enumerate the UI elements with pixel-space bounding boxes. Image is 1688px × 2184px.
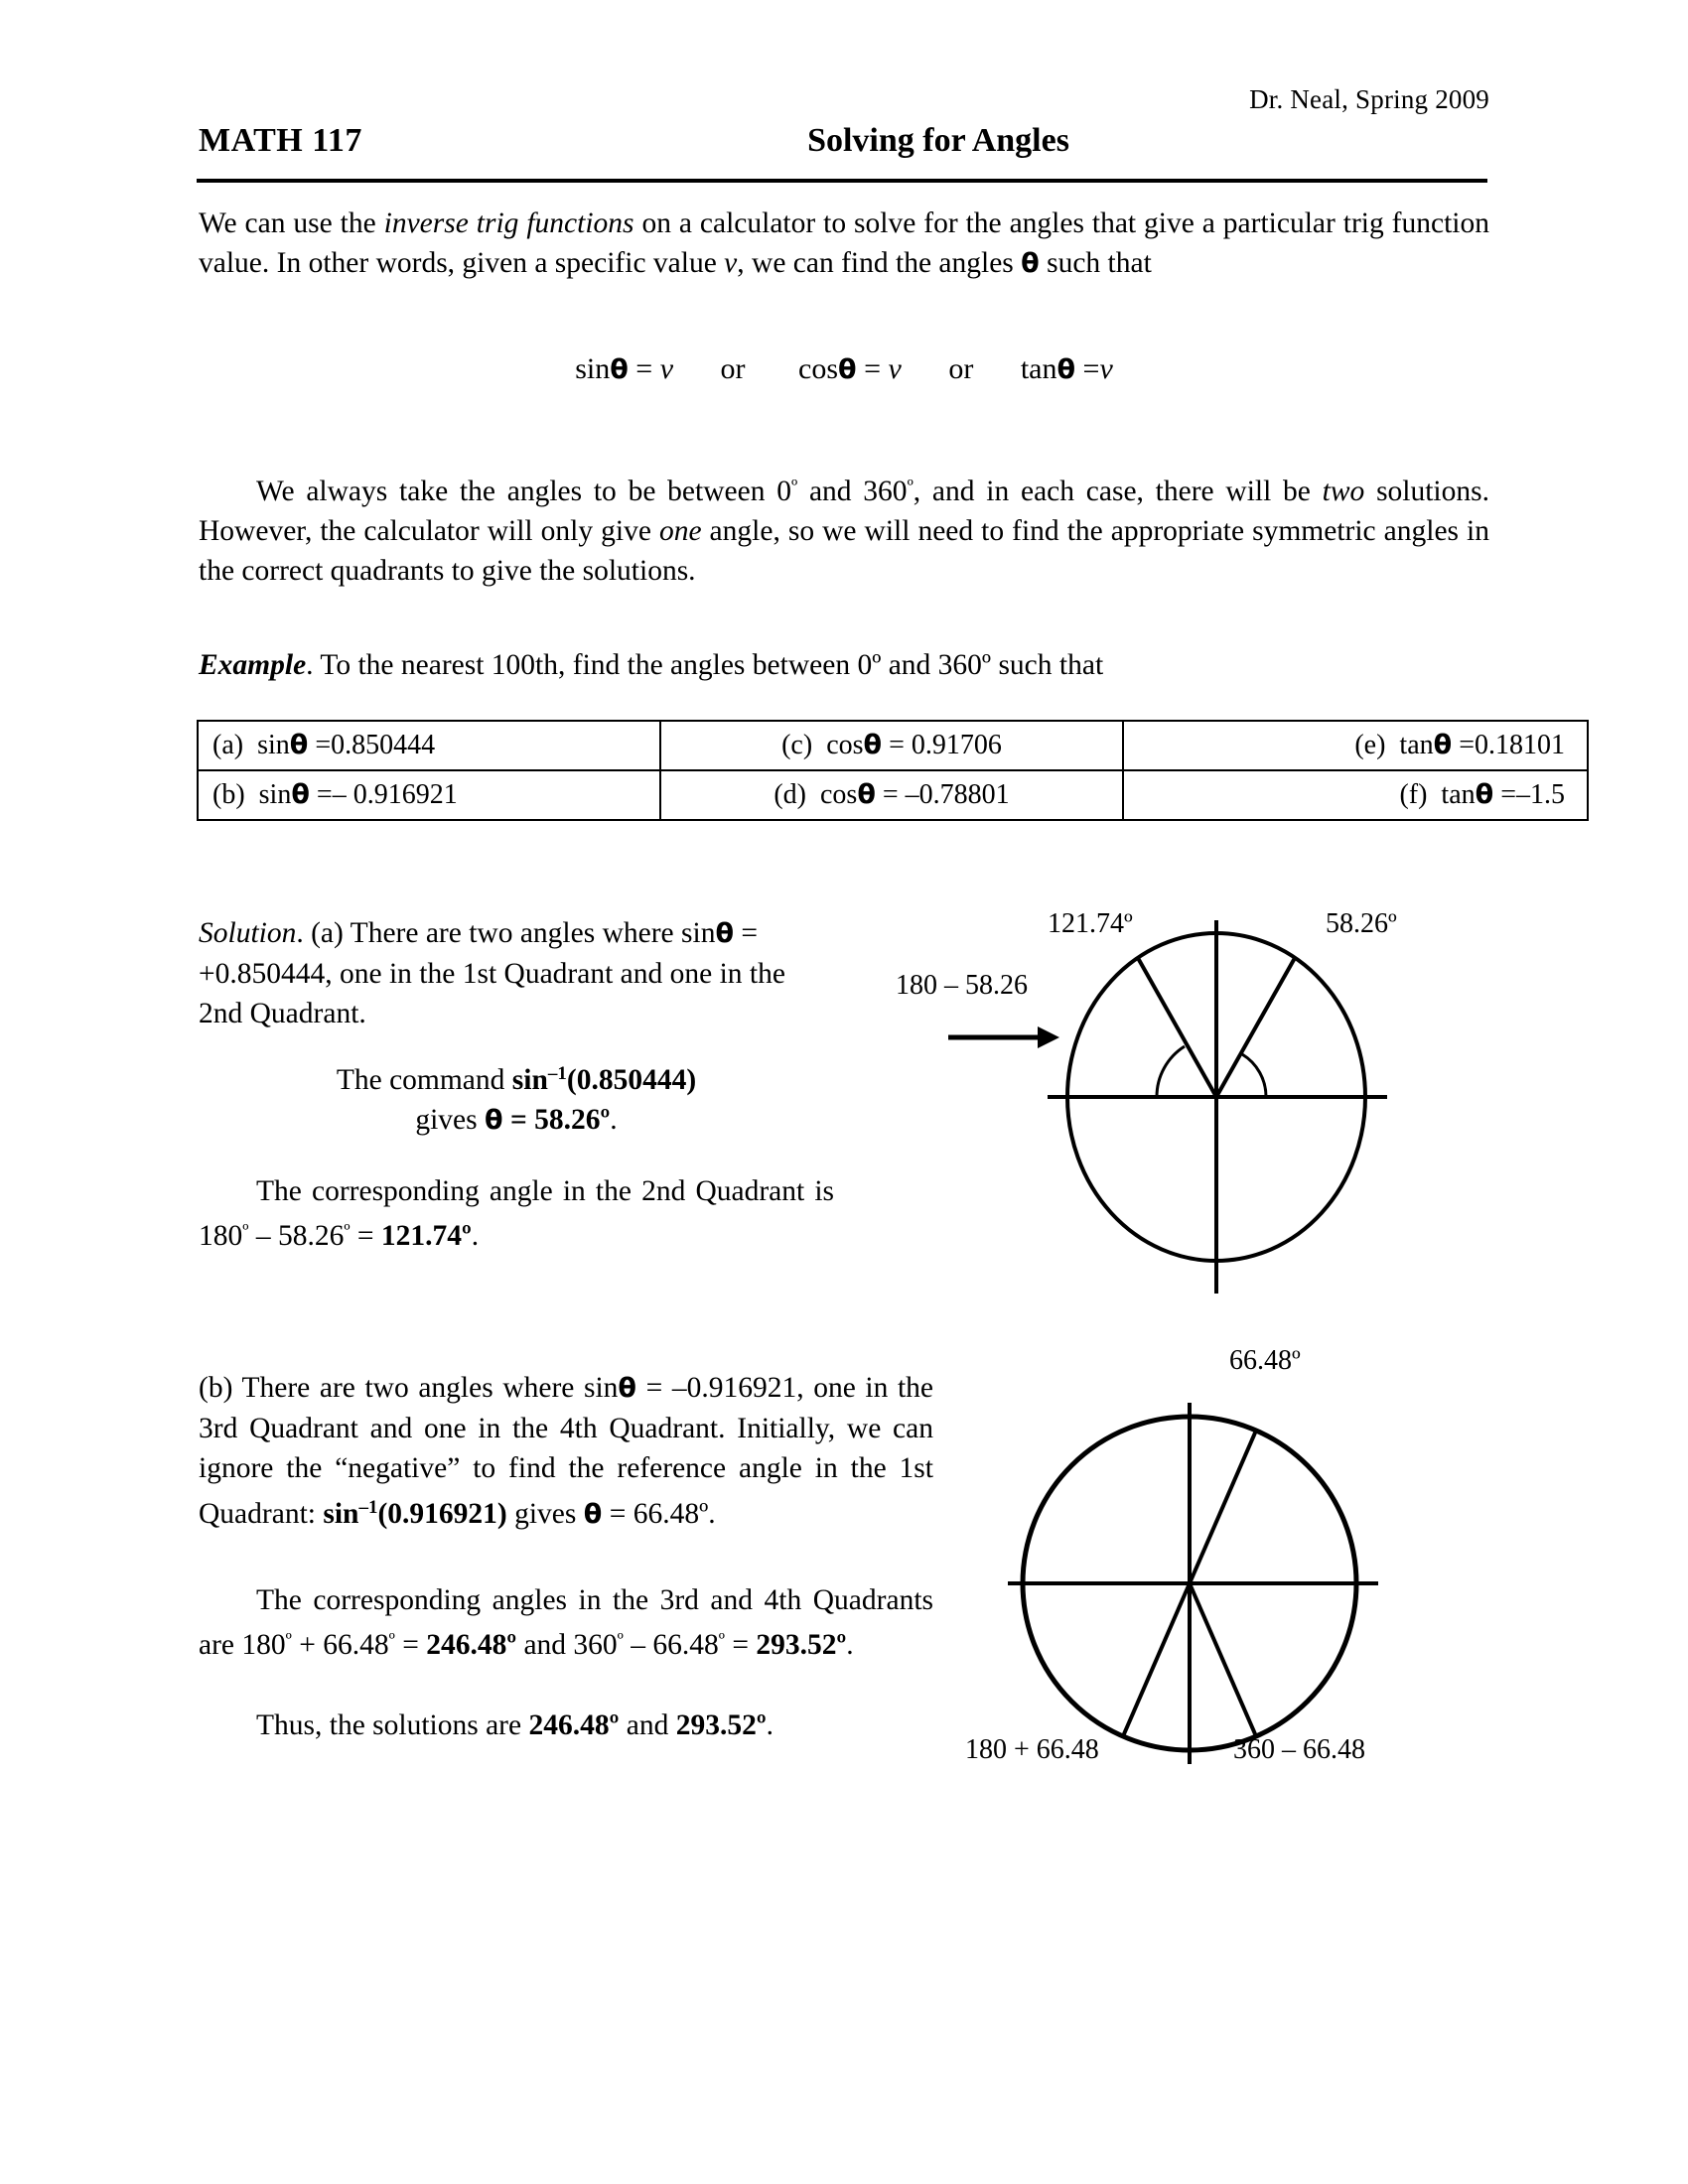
sin-inverse-label: sin [323, 1498, 359, 1530]
degree-symbol: º [907, 476, 914, 497]
solution-a-p2-c: = [350, 1220, 381, 1252]
value-v: v [1099, 352, 1113, 385]
cos-label: cos [798, 352, 839, 385]
theta-symbol: θ [1433, 730, 1453, 760]
theta-symbol: θ [1021, 248, 1040, 279]
range-text-b: and 360 [797, 476, 908, 507]
sin-inverse-label: sin [511, 1064, 548, 1096]
solution-b-p2-d: and 360 [516, 1629, 618, 1661]
problem-e-fn: tan [1399, 730, 1434, 760]
terminal-ray-293 [1190, 1583, 1256, 1736]
command-argument: (0.850444) [566, 1064, 697, 1096]
solution-b-paragraph-2 [199, 1580, 933, 1665]
solution-a-text-b: = +0.850444, one in the 1st Quadrant and one in the 2nd Quadrant. [199, 917, 785, 1029]
range-text-e: angle, so we will need to find the appropriate symmetric angles in the correct quadrants to give the solutions. [199, 515, 1489, 587]
table-row [198, 721, 1588, 770]
label-180-plus-66: 180 + 66.48 [965, 1734, 1099, 1765]
equals-sign: = [1082, 352, 1100, 385]
conclusion-answer-2: 293.52º [675, 1709, 767, 1741]
problem-b-tag: (b) [212, 779, 245, 810]
solution-a-command-block [199, 1054, 834, 1141]
period: . [471, 1220, 480, 1252]
period: . [846, 1629, 854, 1661]
problem-e-cell [1123, 721, 1588, 770]
intro-italic-term: inverse trig functions [383, 207, 634, 239]
degree-symbol: º [242, 1220, 249, 1242]
problems-table [197, 720, 1589, 821]
problem-d-tag: (d) [774, 779, 806, 810]
value-v: v [659, 352, 674, 385]
problem-f-cell [1123, 770, 1588, 820]
example-text: . To the nearest 100th, find the angles between 0º and 360º such that [306, 649, 1104, 681]
range-paragraph [199, 467, 1489, 591]
unit-circle-svg-a [839, 898, 1494, 1315]
period: . [610, 1104, 618, 1136]
solution-b-answer-2: 293.52º [756, 1629, 847, 1661]
solution-a-p2-b: – 58.26 [248, 1220, 345, 1252]
intro-text-b: on a calculator to solve for the angles that give a particular trig function value. In other words, given a specific value [199, 207, 1489, 279]
header-rule [197, 179, 1487, 183]
theta-symbol: θ [715, 918, 735, 949]
gives-word: gives [415, 1104, 486, 1136]
intro-text-d: such that [1039, 247, 1152, 279]
equals-sign: = [635, 352, 653, 385]
inverse-exponent: –1 [358, 1497, 378, 1518]
course-code: MATH 117 [199, 122, 362, 159]
degree-symbol: º [344, 1220, 351, 1242]
solution-a-first-answer: 58.26º [534, 1104, 611, 1136]
unit-circle-svg-b [963, 1345, 1460, 1772]
intro-variable-v: v [724, 247, 738, 279]
problem-c-fn: cos [826, 730, 864, 760]
intro-paragraph [199, 204, 1489, 284]
problem-e-tag: (e) [1354, 730, 1386, 760]
terminal-ray-58 [1216, 958, 1295, 1097]
conclusion-text-b: and [619, 1709, 676, 1741]
label-58-26: 58.26º [1326, 908, 1397, 939]
problem-c-value: 0.91706 [911, 730, 1002, 760]
problem-b-fn: sin [258, 779, 292, 810]
problem-d-fn: cos [819, 779, 858, 810]
problem-d-value: –0.78801 [905, 779, 1010, 810]
label-180-minus-58: 180 – 58.26 [896, 970, 1028, 1001]
degree-symbol: º [388, 1629, 395, 1651]
example-line [199, 645, 1489, 685]
intro-text-a: We can use the [199, 207, 384, 239]
terminal-ray-246 [1123, 1583, 1190, 1736]
solution-a-paragraph-2 [199, 1171, 834, 1256]
solution-a-second-answer: 121.74º [380, 1220, 472, 1252]
trig-equation-line [199, 352, 1489, 386]
problem-b-eq: = [316, 779, 333, 810]
theta-symbol: θ [838, 354, 857, 385]
solution-label: Solution [199, 917, 297, 949]
degree-symbol: º [285, 1629, 292, 1651]
solution-b-text-a: (b) There are two angles where sin [199, 1372, 619, 1404]
solution-b-conclusion [199, 1706, 933, 1745]
sin-label: sin [575, 352, 611, 385]
conclusion-text-a: Thus, the solutions are [256, 1709, 529, 1741]
theta-symbol: θ [289, 730, 309, 760]
label-66-48: 66.48º [1229, 1345, 1301, 1376]
degree-symbol: º [790, 476, 798, 497]
problem-c-tag: (c) [781, 730, 813, 760]
label-360-minus-66: 360 – 66.48 [1233, 1734, 1365, 1765]
theta-symbol: θ [485, 1105, 503, 1136]
solution-b-p2-c: = [394, 1629, 427, 1661]
range-text-c: , and in each case, there will be [913, 476, 1323, 507]
problem-f-value: –1.5 [1516, 779, 1565, 810]
solution-b-p2-b: + 66.48 [291, 1629, 389, 1661]
table-row [198, 770, 1588, 820]
range-text-d: solutions. However, the calculator will only give [199, 476, 1489, 547]
page-title: Solving for Angles [807, 122, 1069, 159]
label-121-74: 121.74º [1048, 908, 1133, 939]
author-line: Dr. Neal, Spring 2009 [1249, 84, 1489, 114]
degree-symbol: º [718, 1629, 725, 1651]
unit-circle-diagram-b [963, 1345, 1460, 1772]
solution-a-paragraph-1 [199, 913, 834, 1033]
word-one: one [658, 515, 702, 547]
command-intro: The command [336, 1064, 512, 1096]
solution-a-p2-a: The corresponding angle in the 2nd Quadrant is 180 [199, 1175, 834, 1252]
problem-d-cell [660, 770, 1123, 820]
theta-symbol: θ [618, 1373, 636, 1404]
solution-b-p2-a: The corresponding angles in the 3rd and 4th Quadrants are 180 [199, 1584, 933, 1661]
problem-c-cell [660, 721, 1123, 770]
problem-a-cell [198, 721, 660, 770]
theta-symbol: θ [857, 779, 876, 810]
terminal-ray-66 [1190, 1431, 1256, 1583]
unit-circle-diagram-a [839, 898, 1494, 1315]
problem-e-value: 0.18101 [1475, 730, 1565, 760]
theta-symbol: θ [1056, 354, 1076, 385]
word-two: two [1322, 476, 1365, 507]
problem-b-cell [198, 770, 660, 820]
solution-b-paragraph-1 [199, 1368, 933, 1535]
tan-label: tan [1020, 352, 1057, 385]
degree-symbol: º [617, 1629, 624, 1651]
theta-symbol: θ [610, 354, 629, 385]
or-2: or [948, 352, 974, 385]
inverse-exponent: –1 [547, 1063, 567, 1084]
problem-e-eq: = [1459, 730, 1475, 760]
problem-a-tag: (a) [212, 730, 244, 760]
command-argument: (0.916921) [377, 1498, 507, 1530]
equals-sign: = [502, 1104, 535, 1136]
period: . [766, 1709, 774, 1741]
theta-symbol: θ [1475, 779, 1494, 810]
problem-a-eq: = [315, 730, 332, 760]
title-row [199, 122, 1489, 170]
angle-arc-121 [1157, 1046, 1185, 1097]
solution-b-answer-1: 246.48º [426, 1629, 517, 1661]
intro-text-c: , we can find the angles [737, 247, 1022, 279]
solution-b-reference-angle: = 66.48º. [602, 1498, 716, 1530]
conclusion-answer-1: 246.48º [528, 1709, 620, 1741]
angle-arc-58 [1242, 1054, 1266, 1097]
solution-a-text-a: . (a) There are two angles where sin [296, 917, 716, 949]
or-1: or [720, 352, 746, 385]
theta-symbol: θ [583, 1499, 603, 1530]
problem-a-fn: sin [257, 730, 290, 760]
problem-d-eq: = [882, 779, 899, 810]
gives-word: gives [506, 1498, 584, 1530]
example-label: Example [199, 649, 307, 681]
range-text-a: We always take the angles to be between 0 [256, 476, 791, 507]
solution-b-p2-f: = [724, 1629, 757, 1661]
problem-f-eq: = [1500, 779, 1516, 810]
problem-a-value: 0.850444 [331, 730, 436, 760]
value-v: v [888, 352, 902, 385]
problem-f-fn: tan [1441, 779, 1476, 810]
theta-symbol: θ [863, 730, 883, 760]
pointer-arrow-head [1038, 1026, 1059, 1048]
problem-b-value: – 0.916921 [332, 779, 458, 810]
theta-symbol: θ [291, 779, 310, 810]
solution-b-text-b: = –0.916921, one in the 3rd Quadrant and one in the 4th Quadrant. Initially, we can ignore the “negative” to find the reference angle in the 1st Quadrant: [199, 1372, 933, 1530]
solution-b-p2-e: – 66.48 [623, 1629, 719, 1661]
problem-c-eq: = [889, 730, 905, 760]
problem-f-tag: (f) [1399, 779, 1428, 810]
terminal-ray-121 [1138, 958, 1216, 1097]
equals-sign: = [864, 352, 881, 385]
